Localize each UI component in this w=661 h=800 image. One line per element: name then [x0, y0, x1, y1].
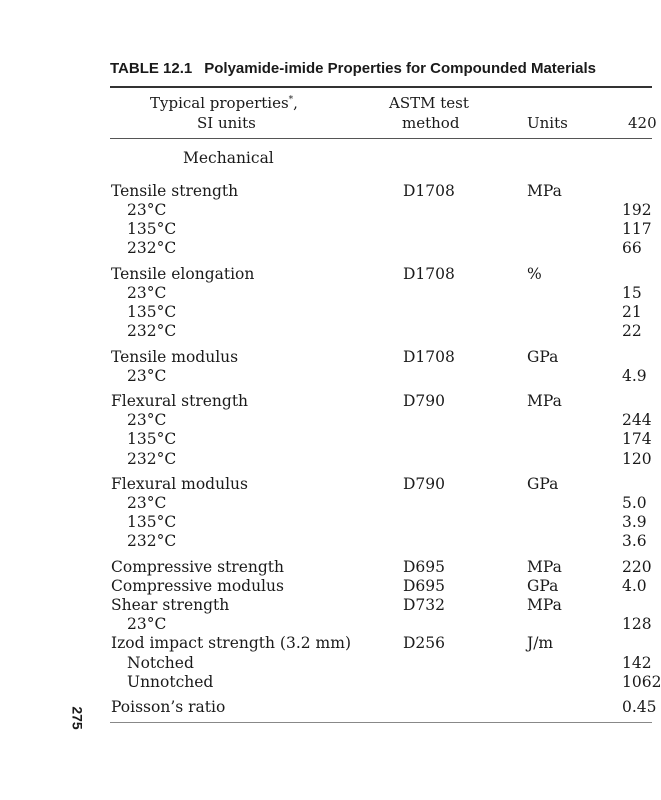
row-units: MPa [527, 558, 562, 576]
row-sublabel: 135°C [127, 303, 177, 321]
row-value: 1062 [622, 673, 661, 691]
row-label: Compressive modulus [111, 577, 284, 595]
row-sublabel: 232°C [127, 450, 177, 468]
row-label: Flexural modulus [111, 475, 248, 493]
row-units: MPa [527, 596, 562, 614]
row-astm-method: D790 [403, 475, 446, 493]
row-sublabel: 23°C [127, 284, 167, 302]
row-sublabel: 23°C [127, 201, 167, 219]
row-value: 220 [622, 558, 652, 576]
row-value: 192 [622, 201, 652, 219]
row-sublabel: 232°C [127, 532, 177, 550]
row-sublabel: Notched [127, 654, 194, 672]
row-value: 4.0 [622, 577, 647, 595]
row-value: 174 [622, 430, 652, 448]
header-astm-line1: ASTM test [389, 94, 469, 112]
row-astm-method: D695 [403, 558, 446, 576]
bottom-rule [110, 722, 652, 723]
row-sublabel: 23°C [127, 615, 167, 633]
row-sublabel: 135°C [127, 513, 177, 531]
row-label: Tensile strength [111, 182, 239, 200]
row-value: 3.9 [622, 513, 647, 531]
row-astm-method: D256 [403, 634, 446, 652]
row-label: Shear strength [111, 596, 230, 614]
header-grade: 420 [628, 114, 657, 132]
header-astm-line2: method [402, 114, 460, 132]
row-value: 15 [622, 284, 642, 302]
row-label: Izod impact strength (3.2 mm) [111, 634, 352, 652]
row-value: 3.6 [622, 532, 647, 550]
row-sublabel: 135°C [127, 430, 177, 448]
row-value: 66 [622, 239, 642, 257]
row-label: Flexural strength [111, 392, 249, 410]
table-caption [110, 60, 596, 77]
row-value: 5.0 [622, 494, 647, 512]
row-sublabel: 23°C [127, 367, 167, 385]
row-value: 4.9 [622, 367, 647, 385]
row-units: GPa [527, 475, 559, 493]
row-sublabel: 23°C [127, 494, 167, 512]
row-label: Poisson’s ratio [111, 698, 226, 716]
row-sublabel: 232°C [127, 239, 177, 257]
row-astm-method: D695 [403, 577, 446, 595]
table-title: Polyamide-imide Properties for Compounded Materials [204, 60, 596, 77]
row-sublabel: 232°C [127, 322, 177, 340]
row-value: 117 [622, 220, 652, 238]
row-value: 142 [622, 654, 652, 672]
row-units: MPa [527, 392, 562, 410]
row-units: MPa [527, 182, 562, 200]
row-units: GPa [527, 348, 559, 366]
row-label: Tensile modulus [111, 348, 239, 366]
row-value: 21 [622, 303, 642, 321]
row-value: 0.45 [622, 698, 657, 716]
row-units: % [527, 265, 542, 283]
page-number: 275 [69, 706, 86, 730]
row-astm-method: D732 [403, 596, 446, 614]
row-astm-method: D1708 [403, 182, 455, 200]
row-sublabel: 135°C [127, 220, 177, 238]
row-astm-method: D790 [403, 392, 446, 410]
section-heading: Mechanical [183, 149, 274, 167]
row-value: 128 [622, 615, 652, 633]
header-property-line2: SI units [197, 114, 256, 132]
row-sublabel: Unnotched [127, 673, 214, 691]
row-label: Compressive strength [111, 558, 284, 576]
row-value: 120 [622, 450, 652, 468]
row-astm-method: D1708 [403, 265, 455, 283]
row-label: Tensile elongation [111, 265, 255, 283]
header-units: Units [527, 114, 568, 132]
row-value: 22 [622, 322, 642, 340]
row-sublabel: 23°C [127, 411, 167, 429]
header-property-line1: Typical properties*, [150, 94, 298, 112]
row-units: GPa [527, 577, 559, 595]
table-number: TABLE 12.1 [110, 60, 193, 77]
top-rule [110, 86, 652, 88]
row-astm-method: D1708 [403, 348, 455, 366]
header-rule [110, 138, 652, 139]
row-value: 244 [622, 411, 652, 429]
row-units: J/m [527, 634, 554, 652]
